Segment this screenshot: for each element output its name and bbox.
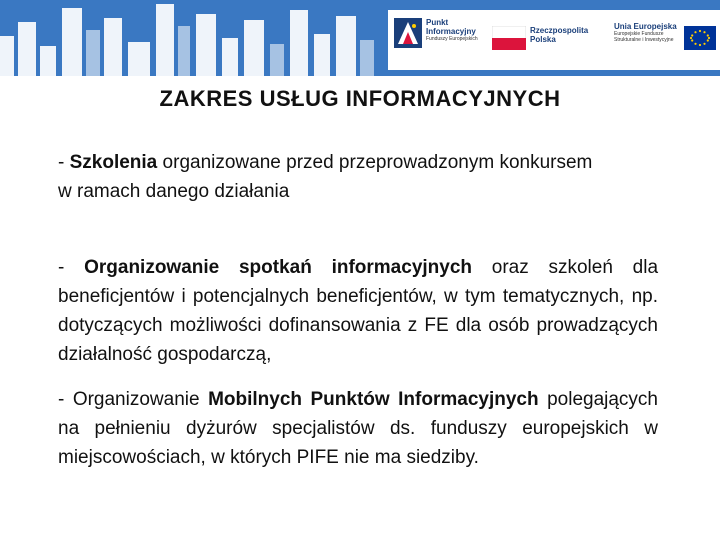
section-meetings-bold: Organizowanie spotkań informacyjnych <box>84 257 473 278</box>
decor-block <box>62 8 82 76</box>
section-mobile-bold: Mobilnych Punktów Informacyjnych <box>208 389 539 410</box>
header-banner <box>0 0 720 76</box>
decor-block <box>86 30 100 76</box>
decor-block <box>244 20 264 76</box>
punkt-line3: Funduszy Europejskich <box>426 36 478 42</box>
ue-line3: Strukturalne i Inwestycyjne <box>614 37 674 43</box>
decor-block <box>40 46 56 76</box>
punkt-line2: Informacyjny <box>426 27 476 36</box>
section-meetings <box>58 253 658 369</box>
section-training-bold: Szkolenia <box>69 152 158 173</box>
poland-flag-icon <box>492 26 526 50</box>
section-training <box>58 148 658 206</box>
section-mobile-points <box>58 385 658 472</box>
section-training-text: organizowane przed przeprowadzonym konkursem <box>157 152 593 173</box>
funds-logo-icon <box>394 18 422 48</box>
page-title: ZAKRES USŁUG INFORMACYJNYCH <box>159 86 561 111</box>
decor-block <box>128 42 150 76</box>
section-mobile-text: polegających na pełnieniu dyżurów specjalistów ds. funduszy europejskich w miejscowościach, w których PIFE nie ma siedziby. <box>58 389 658 468</box>
decor-block <box>270 44 284 76</box>
decor-block <box>290 10 308 76</box>
decor-block <box>314 34 330 76</box>
section-mobile-lead: - Organizowanie <box>58 389 209 410</box>
decor-block <box>18 22 36 76</box>
decor-block <box>196 14 216 76</box>
decor-block <box>156 4 174 76</box>
logo-panel <box>388 10 720 70</box>
decor-block <box>360 40 374 76</box>
decor-block <box>178 26 190 76</box>
punkt-logo-text <box>426 18 478 42</box>
decor-block <box>222 38 238 76</box>
section-training-line2: w ramach danego działania <box>58 181 290 202</box>
eu-flag-icon <box>684 26 716 50</box>
polska-line2: Polska <box>530 35 556 44</box>
polska-logo-text <box>530 26 588 44</box>
ue-logo-text <box>614 22 677 43</box>
decor-block <box>336 16 356 76</box>
ue-line1: Unia Europejska <box>614 22 677 31</box>
decor-block <box>0 36 14 76</box>
section-meetings-text: oraz szkoleń dla beneficjentów i potencjalnych beneficjentów, w tym tematycznych, np. dotyczących możliwości dofinansowania z FE dla osób prowadzących działalność gospodarczą, <box>58 257 659 365</box>
decor-block <box>104 18 122 76</box>
ue-line2: Europejskie Fundusze <box>614 31 664 37</box>
punkt-line1: Punkt <box>426 18 449 27</box>
section-training-lead: - <box>58 152 70 173</box>
polska-line1: Rzeczpospolita <box>530 26 589 35</box>
section-meetings-lead: - <box>58 257 85 278</box>
